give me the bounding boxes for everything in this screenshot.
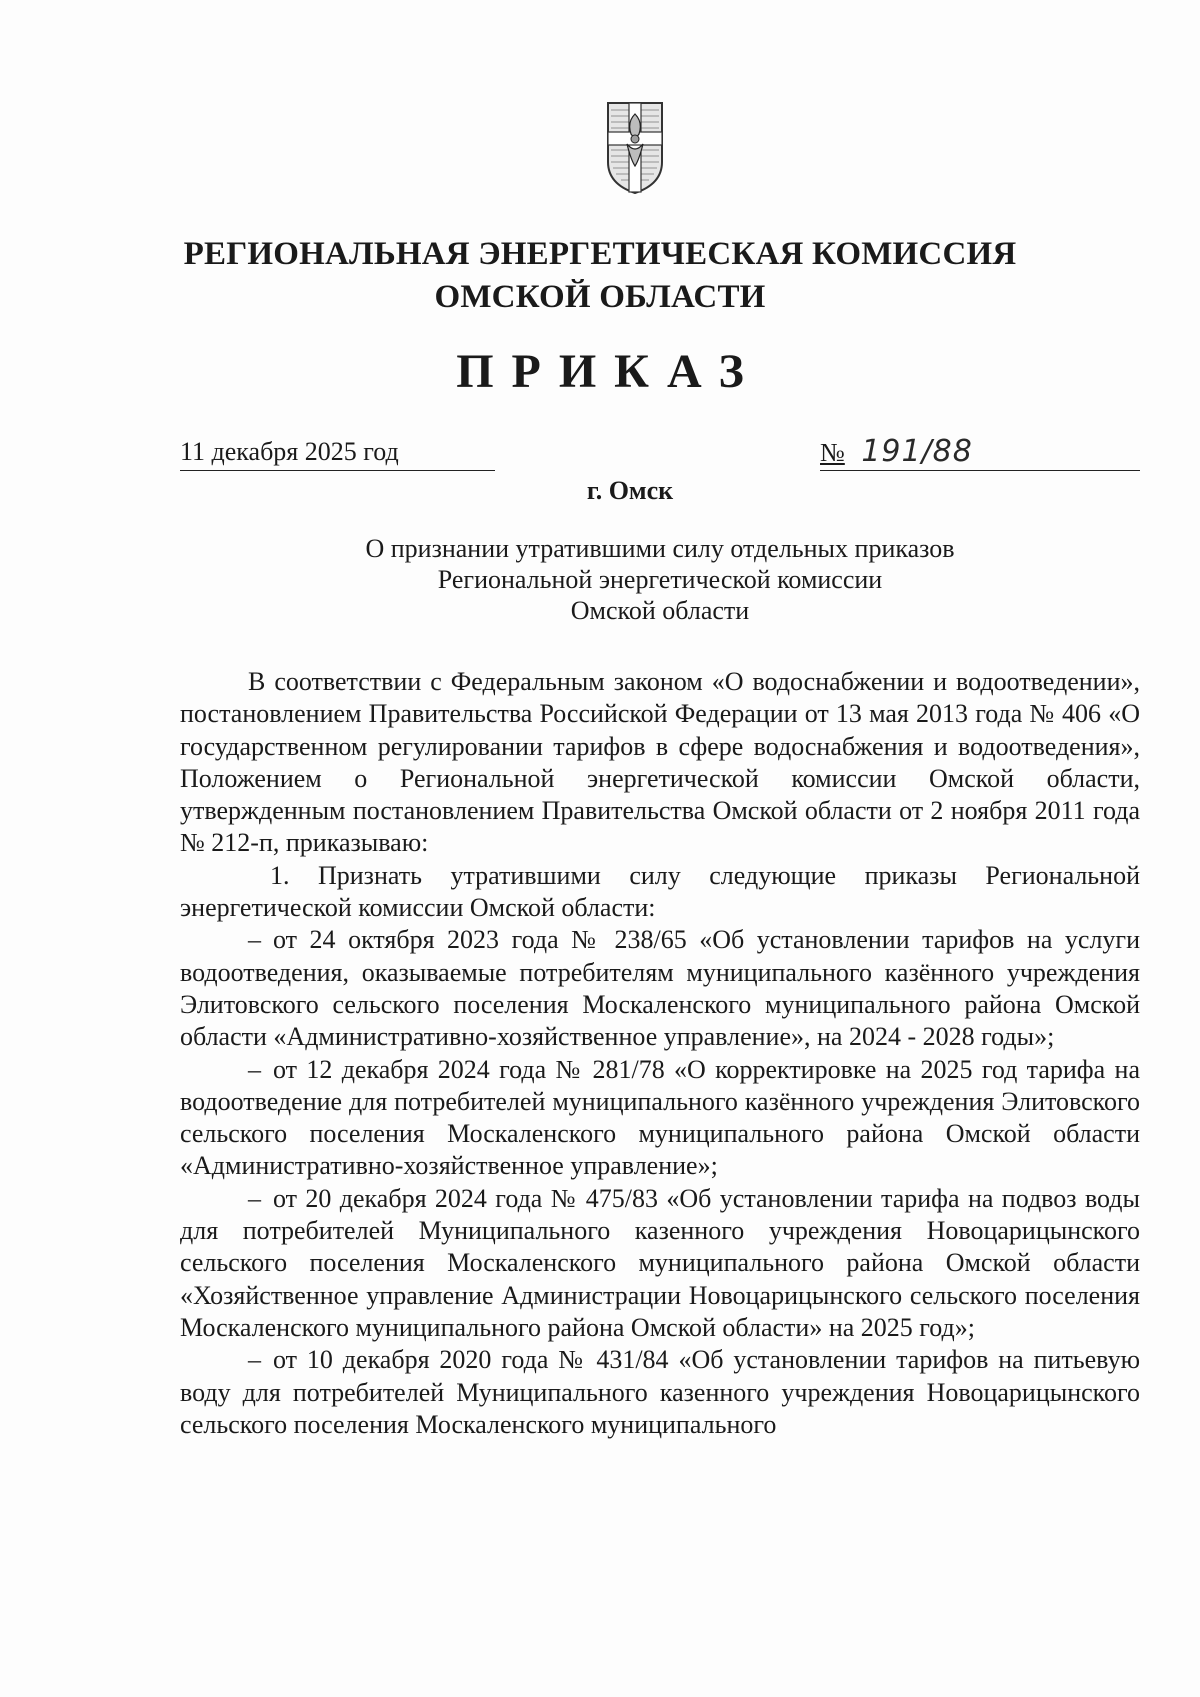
preamble-paragraph: В соответствии с Федеральным законом «О водоснабжении и водоотведении», постановлением Правительства Российской Федерации от 13 мая 2013 года № 406 «О государственном регулировании тарифов в сфере водоснабжения и водоотведения», Положением о Региональной энергетической комиссии Омской области, утвержденным постановлением Правительства Омской области от 2 ноября 2011 года № 212-п, приказываю: (180, 667, 1140, 858)
order-text-3: от 20 декабря 2024 года № 475/83 «Об установлении тарифа на подвоз воды для потребителей Муниципального казенного учреждения Новоцарицынского сельского поселения Москаленского муниципального района Омской области «Хозяйственное управление Администрации Новоцарицынского сельского поселения Москаленского муниципального района Омской области» на 2025 год»; (180, 1183, 1140, 1342)
document-number (820, 434, 1140, 471)
document-subject (0, 533, 1200, 626)
order-text-1: от 24 октября 2023 года № 238/65 «Об установлении тарифов на услуги водоотведения, оказываемые потребителям муниципального казённого учреждения Элитовского сельского поселения Москаленского муниципального района Омской области «Административно-хозяйственное управление», на 2024 - 2028 годы»; (180, 925, 1140, 1052)
coat-of-arms-icon (605, 100, 665, 196)
item-1-paragraph: 1. Признать утратившими силу следующие приказы Региональной энергетической комиссии Омской области: (180, 860, 1140, 923)
document-city: г. Омск (586, 476, 674, 505)
subject-line3: Омской области (570, 596, 750, 625)
document-number-handwritten: 191/88 (861, 434, 973, 469)
list-item (180, 1054, 1140, 1183)
list-item (180, 1344, 1140, 1441)
organization-name-line1: РЕГИОНАЛЬНАЯ ЭНЕРГЕТИЧЕСКАЯ КОМИССИЯ (183, 236, 1017, 272)
order-text-4: от 10 декабря 2020 года № 431/84 «Об установлении тарифов на питьевую воду для потребителей Муниципального казенного учреждения Новоцарицынского сельского поселения Москаленского муниципального (180, 1345, 1140, 1439)
list-item (180, 924, 1140, 1053)
order-text-2: от 12 декабря 2024 года № 281/78 «О корректировке на 2025 год тарифа на водоотведение для потребителей муниципального казённого учреждения Элитовского сельского поселения Москаленского муниципального района Омской области «Административно-хозяйственное управление»; (180, 1054, 1140, 1181)
dash-marker: – (248, 925, 261, 955)
subject-line1: О признании утратившими силу отдельных приказов (365, 534, 955, 563)
document-date-text: 11 декабря 2025 год (180, 437, 399, 466)
list-item (180, 1183, 1140, 1344)
dash-marker: – (248, 1345, 261, 1375)
organization-name-line2: ОМСКОЙ ОБЛАСТИ (434, 279, 766, 315)
number-sign: № (820, 438, 845, 467)
document-body (180, 666, 1140, 1441)
document-type-title: ПРИКАЗ (456, 345, 762, 398)
dash-marker: – (248, 1183, 261, 1213)
document-date (180, 434, 495, 471)
subject-line2: Региональной энергетической комиссии (437, 565, 883, 594)
dash-marker: – (248, 1054, 261, 1084)
